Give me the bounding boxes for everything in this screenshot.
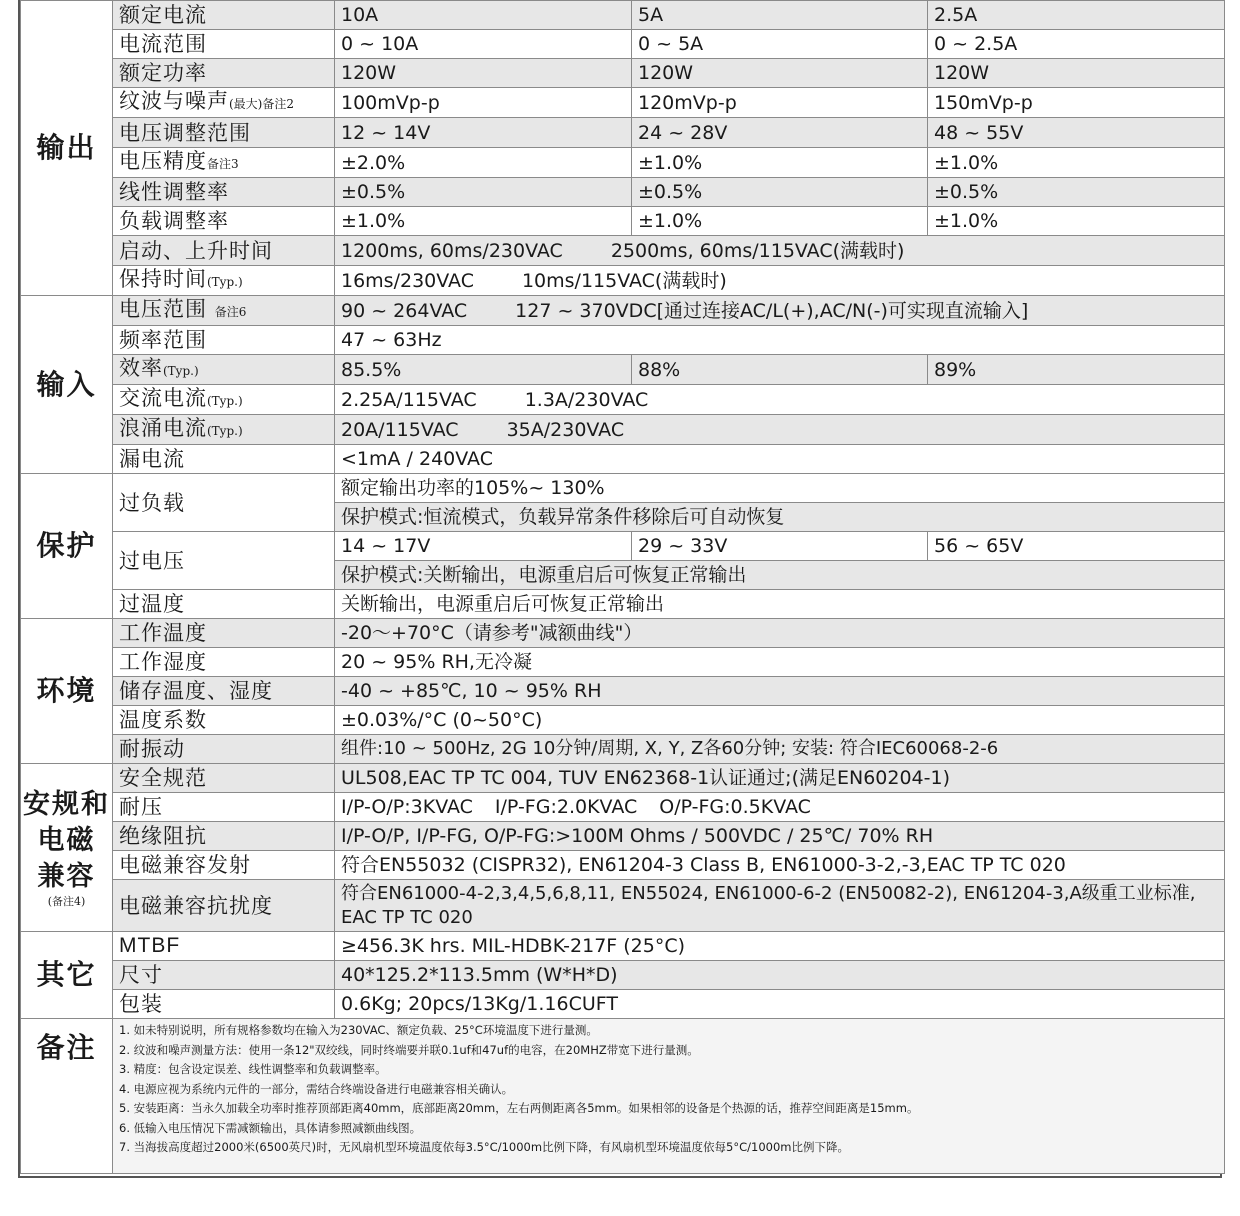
row-emc-emission [21,851,1225,880]
row-label: 额定功率 [113,59,335,88]
value-12v: 10A [335,1,632,30]
value-a: 1200ms, 60ms/230VAC [341,239,563,262]
value-wide: ±0.03%/°C (0~50°C) [335,706,1225,735]
value-wide: 40*125.2*113.5mm (W*H*D) [335,961,1225,990]
value-wide: 20 ~ 95% RH,无冷凝 [335,648,1225,677]
row-label [113,355,335,385]
value-b: 35A/230VAC [506,418,625,441]
spec-table [20,0,1225,1174]
row-label: 频率范围 [113,326,335,355]
value-12v: ±0.5% [335,178,632,207]
value-wide: 保护模式:恒流模式，负载异常条件移除后可自动恢复 [335,503,1225,532]
row-ripple [21,88,1225,118]
label-main: 浪涌电流 [119,416,207,440]
value-48v: 48 ~ 55V [928,118,1225,148]
value-48v: ±1.0% [928,148,1225,178]
label-note: (Typ.) [207,424,243,438]
row-label: 电流范围 [113,30,335,59]
value-a: 90 ~ 264VAC [341,299,468,322]
value-12v: 0 ~ 10A [335,30,632,59]
row-label: 工作温度 [113,619,335,648]
row-notes [21,1019,1225,1174]
row-emc-immunity [21,880,1225,932]
value-b: 127 ~ 370VDC[通过连接AC/L(+),AC/N(-)可实现直流输入] [515,299,1029,322]
value-wide: UL508,EAC TP TC 004, TUV EN62368-1认证通过;(满足EN60204-1) [335,764,1225,793]
category-line: 兼容 [37,860,96,892]
row-efficiency [21,355,1225,385]
row-label: 尺寸 [113,961,335,990]
note-item: 6. 低输入电压情况下需减额输出，具体请参照减额曲线图。 [119,1120,422,1135]
category-environment: 环境 [21,619,113,764]
row-line-reg [21,178,1225,207]
label-main: 保持时间 [119,267,207,291]
row-hold [21,266,1225,296]
value-a: 16ms/230VAC [341,269,474,292]
row-isolation [21,822,1225,851]
row-label: 过温度 [113,590,335,619]
label-note: 备注3 [207,157,239,171]
category-notes: 备注 [21,1019,113,1174]
value-12v: 100mVp-p [335,88,632,118]
value-a: 20A/115VAC [341,418,459,441]
value-24v: 5A [632,1,928,30]
value-24v: 120W [632,59,928,88]
label-main: 交流电流 [119,386,207,410]
value-12v: 85.5% [335,355,632,385]
value-48v: 120W [928,59,1225,88]
value-b: 2500ms, 60ms/115VAC(满载时) [610,239,905,262]
value-24v: 0 ~ 5A [632,30,928,59]
value-12v: 14 ~ 17V [335,532,632,561]
value-b: I/P-FG:2.0KVAC [494,796,638,818]
label-main: 电压范围 [119,297,207,321]
value-wide: 关断输出，电源重启后可恢复正常输出 [335,590,1225,619]
row-size [21,961,1225,990]
row-label: 工作湿度 [113,648,335,677]
category-protection: 保护 [21,474,113,619]
row-withstand [21,793,1225,822]
value-wide: -40 ~ +85℃, 10 ~ 95% RH [335,677,1225,706]
value-24v: 29 ~ 33V [632,532,928,561]
row-work-temp [21,619,1225,648]
value-12v: ±2.0% [335,148,632,178]
row-label [113,415,335,445]
row-load-reg [21,207,1225,236]
value-wide: 额定输出功率的105%~ 130% [335,474,1225,503]
value-wide [335,385,1225,415]
row-safety-standards [21,764,1225,793]
row-label: 电压调整范围 [113,118,335,148]
note-item: 7. 当海拔高度超过2000米(6500英尺)时，无风扇机型环境温度依每3.5°C/1000m比例下降，有风扇机型环境温度依每5°C/1000m比例下降。 [119,1140,849,1154]
row-label: 安全规范 [113,764,335,793]
note-item: 4. 电源应视为系统内元件的一部分，需结合终端设备进行电磁兼容相关确认。 [119,1081,514,1096]
row-voltage-acc [21,148,1225,178]
value-wide: 符合EN55032 (CISPR32), EN61204-3 Class B, EN61000-3-2,-3,EAC TP TC 020 [335,851,1225,880]
row-label [113,266,335,296]
category-safety-emc [21,764,113,932]
label-note: (Typ.) [163,364,199,378]
row-ac-current [21,385,1225,415]
row-label [113,88,335,118]
value-24v: ±1.0% [632,148,928,178]
value-12v: 120W [335,59,632,88]
row-label: 过负载 [113,474,335,532]
spec-sheet [18,0,1222,1178]
value-wide: 保护模式:关断输出，电源重启后可恢复正常输出 [335,561,1225,590]
value-wide: 组件:10 ~ 500Hz, 2G 10分钟/周期, X, Y, Z各60分钟; 安装: 符合IEC60068-2-6 [335,735,1225,764]
note-item: 5. 安装距离：当永久加载全功率时推荐顶部距离40mm，底部距离20mm，左右两侧距离各5mm。如果相邻的设备是个热源的话，推荐空间距离是15mm。 [119,1101,919,1115]
value-line: 符合EN61000-4-2,3,4,5,6,8,11, EN55024, EN61000-6-2 (EN50082-2), EN61204-3,A级重工业标准, [341,882,1196,904]
category-line: 电磁 [37,824,96,856]
value-b: 10ms/115VAC(满载时) [521,269,727,292]
row-label: 包装 [113,990,335,1019]
category-input: 输入 [21,296,113,474]
value-line: EAC TP TC 020 [341,906,473,928]
row-mtbf [21,932,1225,961]
row-label: 耐压 [113,793,335,822]
row-label: 储存温度、湿度 [113,677,335,706]
label-note: (Typ.) [207,394,243,408]
row-label: 电磁兼容抗扰度 [113,880,335,932]
note-item: 2. 纹波和噪声测量方法：使用一条12"双绞线，同时终端要并联0.1uf和47uf的电容，在20MHZ带宽下进行量测。 [119,1042,699,1057]
row-rated-power [21,59,1225,88]
value-24v: 120mVp-p [632,88,928,118]
value-48v: 56 ~ 65V [928,532,1225,561]
row-temp-coef [21,706,1225,735]
row-rated-current [21,1,1225,30]
category-note: (备注4) [47,894,86,908]
value-wide [335,880,1225,932]
row-frequency [21,326,1225,355]
row-overload-a [21,474,1225,503]
row-label: 额定电流 [113,1,335,30]
value-a: I/P-O/P:3KVAC [341,796,473,818]
row-label [113,148,335,178]
value-12v: ±1.0% [335,207,632,236]
row-storage [21,677,1225,706]
label-main: 纹波与噪声 [119,89,229,113]
row-startup [21,236,1225,266]
row-label: 绝缘阻抗 [113,822,335,851]
label-note: (Typ.) [207,275,243,289]
value-48v: ±0.5% [928,178,1225,207]
row-vibration [21,735,1225,764]
category-output: 输出 [21,1,113,296]
row-label: 过电压 [113,532,335,590]
value-wide [335,266,1225,296]
category-line: 安规和 [23,788,110,820]
label-main: 电压精度 [119,149,207,173]
row-label: 温度系数 [113,706,335,735]
value-wide [335,296,1225,326]
row-voltage-adj [21,118,1225,148]
value-wide: <1mA / 240VAC [335,445,1225,474]
row-input-voltage [21,296,1225,326]
value-48v: 89% [928,355,1225,385]
row-label: 耐振动 [113,735,335,764]
value-wide: -20～+70°C（请参考"减额曲线"） [335,619,1225,648]
row-overvoltage-a [21,532,1225,561]
row-label: 线性调整率 [113,178,335,207]
value-wide [335,793,1225,822]
row-label: 电磁兼容发射 [113,851,335,880]
value-48v: ±1.0% [928,207,1225,236]
value-c: O/P-FG:0.5KVAC [659,796,811,818]
value-24v: 88% [632,355,928,385]
value-48v: 2.5A [928,1,1225,30]
note-item: 1. 如未特别说明，所有规格参数均在输入为230VAC、额定负载、25°C环境温度下进行量测。 [119,1023,598,1037]
row-label: 启动、上升时间 [113,236,335,266]
value-wide: I/P-O/P, I/P-FG, O/P-FG:>100M Ohms / 500VDC / 25℃/ 70% RH [335,822,1225,851]
value-48v: 0 ~ 2.5A [928,30,1225,59]
row-work-hum [21,648,1225,677]
row-current-range [21,30,1225,59]
value-24v: ±1.0% [632,207,928,236]
notes-list [113,1019,1225,1174]
value-24v: 24 ~ 28V [632,118,928,148]
note-item: 3. 精度：包含设定误差、线性调整率和负载调整率。 [119,1062,387,1076]
value-12v: 12 ~ 14V [335,118,632,148]
label-note: 备注6 [214,305,247,319]
row-label: 负载调整率 [113,207,335,236]
value-48v: 150mVp-p [928,88,1225,118]
value-wide: 47 ~ 63Hz [335,326,1225,355]
category-others: 其它 [21,932,113,1019]
value-24v: ±0.5% [632,178,928,207]
row-inrush [21,415,1225,445]
row-label: 漏电流 [113,445,335,474]
row-overtemp [21,590,1225,619]
row-package [21,990,1225,1019]
value-wide [335,236,1225,266]
row-label: MTBF [113,932,335,961]
value-wide [335,415,1225,445]
row-label [113,385,335,415]
value-wide: 0.6Kg; 20pcs/13Kg/1.16CUFT [335,990,1225,1019]
value-a: 2.25A/115VAC [341,388,477,411]
value-b: 1.3A/230VAC [524,388,649,411]
row-label [113,296,335,326]
row-leakage [21,445,1225,474]
label-note: (最大)备注2 [229,97,294,111]
value-wide: ≥456.3K hrs. MIL-HDBK-217F (25°C) [335,932,1225,961]
label-main: 效率 [119,356,163,380]
